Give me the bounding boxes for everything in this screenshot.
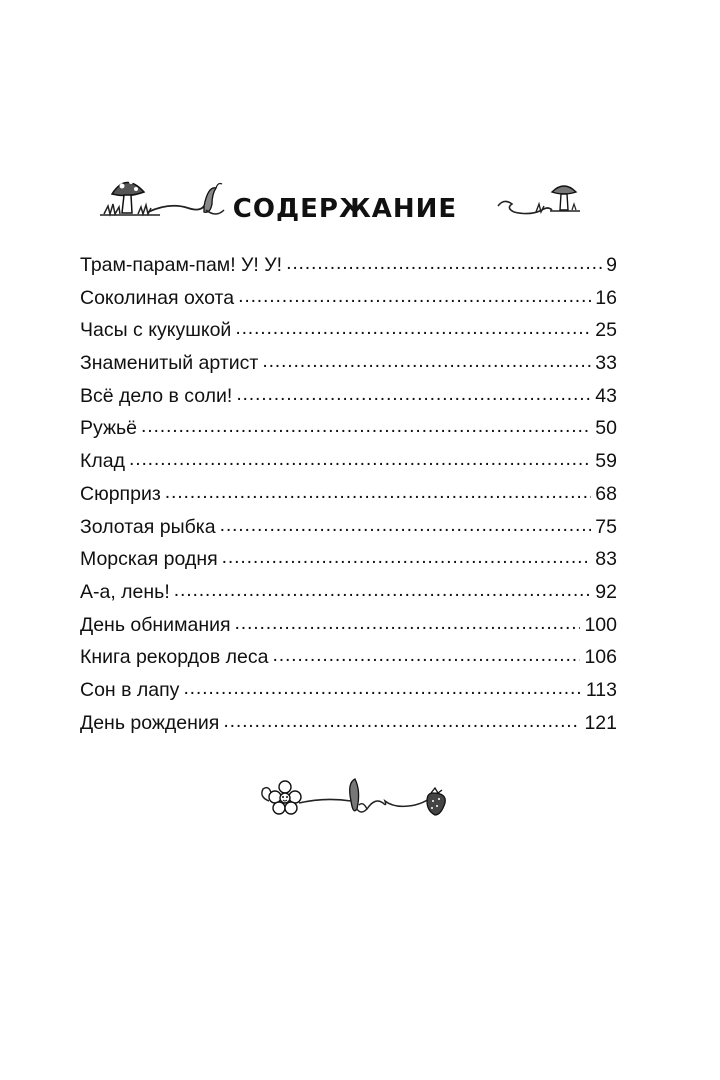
toc-entry-title: Соколиная охота [80, 286, 235, 309]
toc-entry-title: А-а, лень! [80, 580, 170, 603]
toc-leader-dots [272, 639, 580, 672]
toc-entry [80, 347, 617, 380]
toc-entry-page: 59 [595, 450, 617, 473]
toc-entry [80, 314, 617, 347]
toc-entry [80, 478, 617, 511]
toc-entry-page: 83 [595, 548, 617, 571]
toc-entry-page: 9 [606, 254, 617, 276]
toc-entry-title: День обнимания [80, 613, 231, 636]
toc-entry-page: 43 [595, 384, 617, 407]
toc-leader-dots [165, 476, 592, 509]
toc-entry-page: 50 [595, 417, 617, 440]
toc-entry-title: Клад [80, 450, 125, 473]
toc-entry-page: 113 [585, 678, 617, 701]
toc-leader-dots [141, 410, 591, 443]
toc-entry-page: 121 [584, 711, 617, 734]
mushroom-grass-vine-icon [100, 168, 240, 240]
toc-entry [80, 609, 617, 642]
flower-leaf-strawberry-vine-icon [255, 775, 455, 831]
toc-leader-dots [235, 607, 581, 640]
toc-leader-dots [262, 345, 591, 378]
toc-entry-page: 68 [595, 482, 617, 505]
toc-entry [80, 543, 617, 576]
toc-entry [80, 249, 617, 282]
toc-entry-title: Знаменитый артист [80, 352, 259, 375]
toc-leader-dots [236, 378, 591, 411]
toc-entry-page: 25 [595, 319, 617, 342]
toc-entry-page: 33 [595, 352, 617, 375]
toc-entry [80, 412, 617, 445]
toc-entry [80, 380, 617, 413]
toc-entry-page: 100 [584, 613, 617, 636]
table-of-contents [80, 249, 617, 739]
contents-header [100, 168, 590, 240]
toc-leader-dots [235, 312, 591, 345]
toc-entry-page: 106 [584, 646, 617, 669]
toc-leader-dots [174, 574, 592, 607]
toc-entry-page: 92 [595, 580, 617, 603]
toc-entry [80, 445, 617, 478]
toc-leader-dots [129, 443, 591, 476]
toc-entry [80, 282, 617, 315]
toc-entry-title: Всё дело в соли! [80, 384, 233, 407]
toc-entry-title: Сон в лапу [80, 678, 180, 701]
toc-entry [80, 707, 617, 740]
toc-entry-title: Сюрприз [80, 482, 161, 505]
toc-entry [80, 511, 617, 544]
toc-entry-title: Морская родня [80, 548, 218, 571]
toc-leader-dots [286, 247, 602, 280]
toc-entry-title: Книга рекордов леса [80, 646, 269, 669]
toc-entry-page: 75 [595, 515, 617, 538]
toc-entry [80, 576, 617, 609]
page-title: СОДЕРЖАНИЕ [232, 194, 458, 224]
toc-entry-title: Золотая рыбка [80, 515, 216, 538]
toc-leader-dots [223, 705, 580, 738]
toc-entry-page: 16 [595, 286, 617, 309]
toc-entry-title: Ружьё [80, 417, 138, 440]
toc-leader-dots [222, 541, 592, 574]
toc-leader-dots [183, 672, 581, 705]
toc-entry-title: Часы с кукушкой [80, 319, 232, 342]
vine-mushroom-icon [490, 176, 590, 236]
toc-entry-title: День рождения [80, 711, 220, 734]
toc-entry [80, 674, 617, 707]
toc-entry-title: Трам-парам-пам! У! У! [80, 254, 283, 276]
toc-leader-dots [238, 280, 591, 313]
toc-entry [80, 641, 617, 674]
toc-leader-dots [220, 509, 592, 542]
